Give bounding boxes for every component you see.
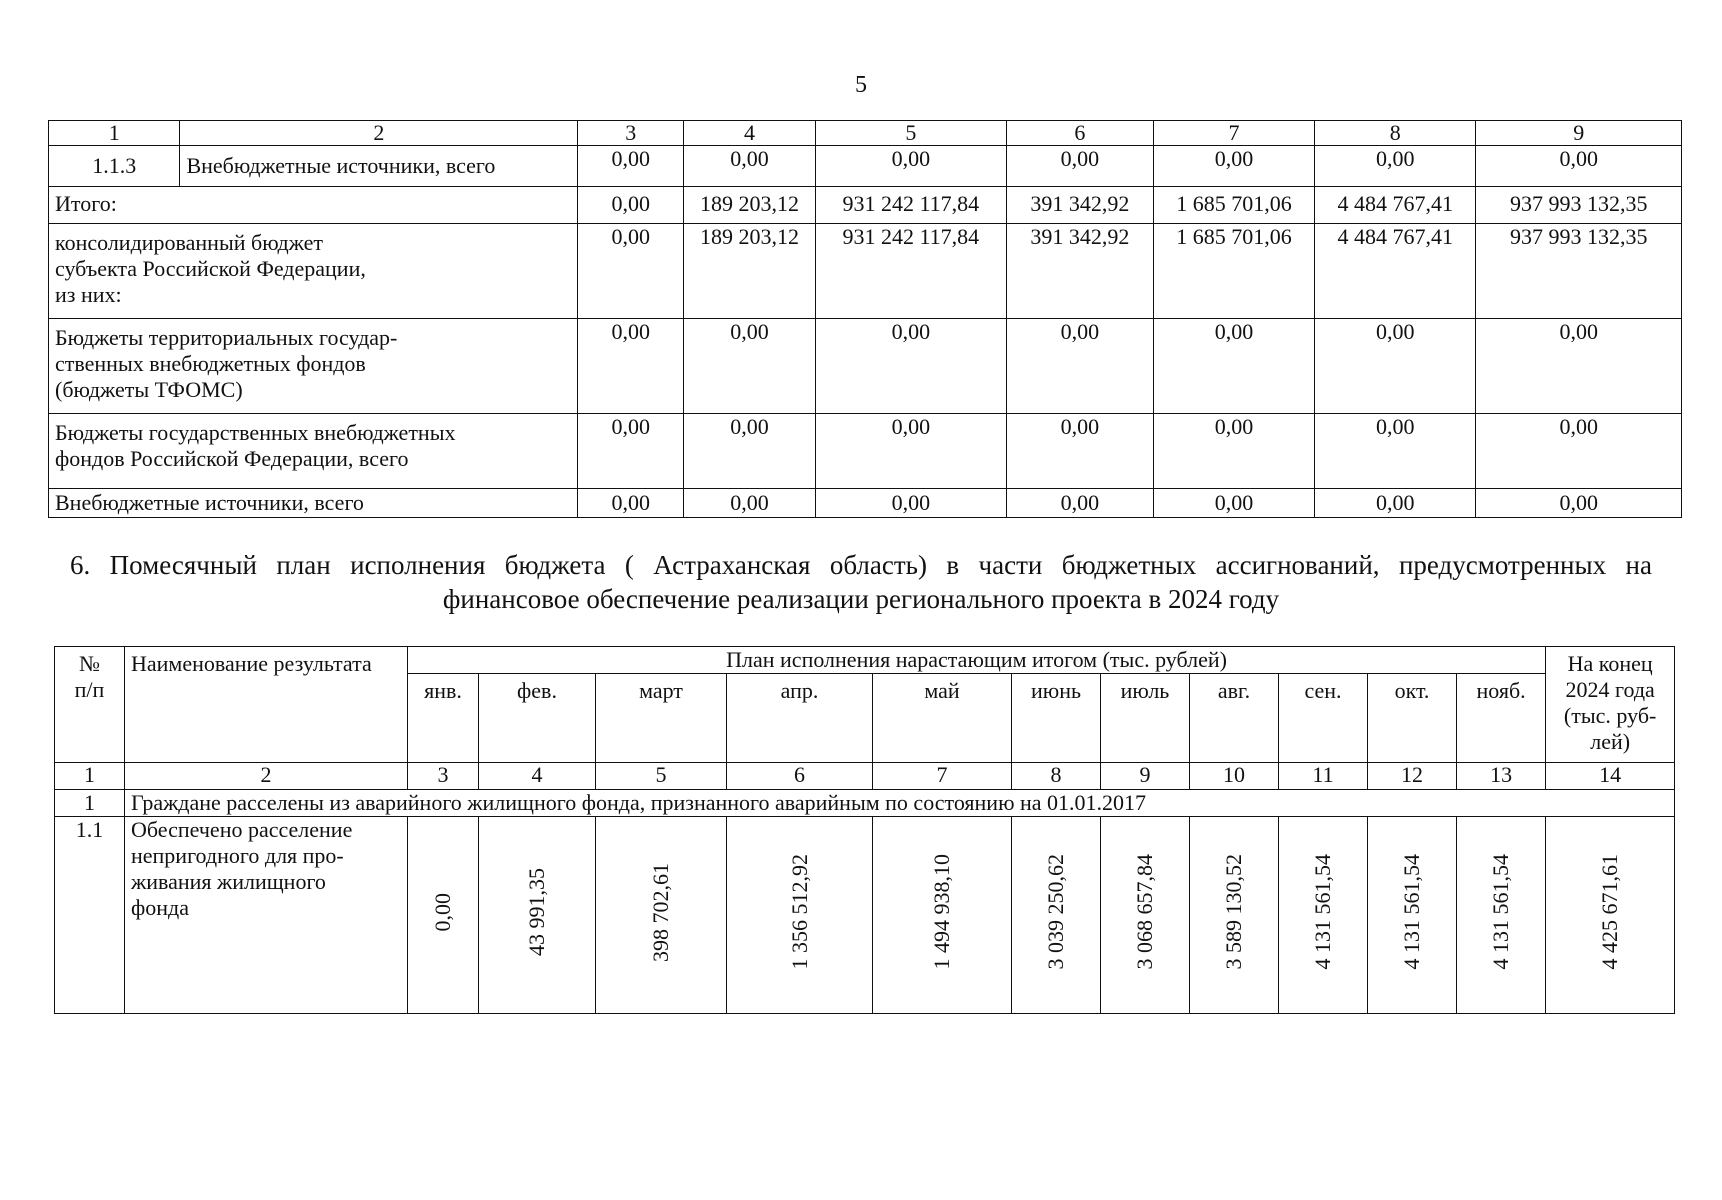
value-cell: 189 203,12 bbox=[684, 187, 815, 224]
row-name-line: Бюджеты территориальных государ- bbox=[55, 325, 398, 350]
section-title-line: 6. Помесячный план исполнения бюджета ( Астраханская область) в части бюджетных ассигнований, предусмотренных на bbox=[70, 550, 1652, 580]
month-header: янв. bbox=[408, 674, 479, 763]
header-cell: 6 bbox=[1006, 121, 1153, 146]
table-header-row bbox=[49, 121, 1682, 146]
group-no: 1 bbox=[55, 790, 125, 817]
value-cell: 0,00 bbox=[1006, 489, 1153, 518]
month-value: 3 068 657,84 bbox=[1132, 854, 1157, 970]
month-value: 0,00 bbox=[430, 892, 455, 932]
row-name-line: фонда bbox=[131, 895, 189, 920]
value-cell: 0,00 bbox=[1006, 414, 1153, 489]
header-cell: 8 bbox=[1315, 121, 1476, 146]
value-cell: 0,00 bbox=[815, 319, 1006, 414]
value-cell: 0,00 bbox=[1315, 146, 1476, 187]
row-name bbox=[49, 414, 578, 489]
table-row bbox=[49, 414, 1682, 489]
month-value-cell bbox=[1190, 817, 1279, 1014]
value-cell: 0,00 bbox=[1153, 414, 1314, 489]
row-name-line: Обеспечено расселение bbox=[131, 817, 353, 842]
row-name-line: фондов Российской Федерации, всего bbox=[55, 446, 409, 471]
header-cell: 2 bbox=[180, 121, 578, 146]
header-no bbox=[55, 647, 125, 763]
month-header: нояб. bbox=[1457, 674, 1546, 763]
month-value: 398 702,61 bbox=[648, 862, 673, 962]
value-cell: 0,00 bbox=[1476, 489, 1682, 518]
value-cell: 4 484 767,41 bbox=[1315, 224, 1476, 319]
month-value-cell bbox=[596, 817, 727, 1014]
month-value-cell bbox=[1101, 817, 1190, 1014]
value-cell: 931 242 117,84 bbox=[815, 224, 1006, 319]
month-value-cell bbox=[1457, 817, 1546, 1014]
month-value: 3 039 250,62 bbox=[1043, 854, 1068, 970]
row-result-name bbox=[125, 817, 408, 1014]
row-name-line: консолидированный бюджет bbox=[55, 230, 323, 255]
group-row bbox=[55, 790, 1675, 817]
value-cell: 0,00 bbox=[578, 146, 684, 187]
monthly-plan-table bbox=[54, 646, 1675, 1014]
value-cell: 937 993 132,35 bbox=[1476, 224, 1682, 319]
month-header: май bbox=[873, 674, 1012, 763]
month-value: 3 589 130,52 bbox=[1221, 854, 1246, 970]
row-name: Внебюджетные источники, всего bbox=[49, 489, 578, 518]
month-value: 4 131 561,54 bbox=[1399, 854, 1424, 970]
value-cell: 0,00 bbox=[1315, 319, 1476, 414]
index-cell: 13 bbox=[1457, 763, 1546, 790]
index-cell: 6 bbox=[727, 763, 873, 790]
value-cell: 4 484 767,41 bbox=[1315, 187, 1476, 224]
table-row bbox=[55, 817, 1675, 1014]
value-cell: 1 685 701,06 bbox=[1153, 187, 1314, 224]
page-number: 5 bbox=[855, 72, 867, 98]
month-value: 4 131 561,54 bbox=[1310, 854, 1335, 970]
value-cell: 0,00 bbox=[578, 319, 684, 414]
header-cell: 9 bbox=[1476, 121, 1682, 146]
header-result-name: Наименование результата bbox=[125, 647, 408, 763]
header-cell: 1 bbox=[49, 121, 180, 146]
value-cell: 0,00 bbox=[684, 414, 815, 489]
month-value-cell bbox=[727, 817, 873, 1014]
month-value-cell bbox=[873, 817, 1012, 1014]
value-cell: 0,00 bbox=[684, 146, 815, 187]
month-value: 1 494 938,10 bbox=[929, 854, 954, 970]
table-row bbox=[49, 319, 1682, 414]
table-header-row bbox=[55, 647, 1675, 674]
month-value-cell bbox=[408, 817, 479, 1014]
value-cell: 0,00 bbox=[1153, 146, 1314, 187]
row-name-line: непригодного для про- bbox=[131, 843, 344, 868]
value-cell: 937 993 132,35 bbox=[1476, 187, 1682, 224]
value-cell: 391 342,92 bbox=[1006, 224, 1153, 319]
table-row bbox=[49, 489, 1682, 518]
month-header: апр. bbox=[727, 674, 873, 763]
value-cell: 0,00 bbox=[578, 224, 684, 319]
month-header: март bbox=[596, 674, 727, 763]
month-value: 43 991,35 bbox=[524, 868, 549, 956]
month-header: окт. bbox=[1368, 674, 1457, 763]
index-cell: 9 bbox=[1101, 763, 1190, 790]
value-cell: 0,00 bbox=[1315, 414, 1476, 489]
header-end-line: 2024 года bbox=[1565, 677, 1655, 702]
month-value: 4 131 561,54 bbox=[1488, 854, 1514, 970]
month-header: сен. bbox=[1279, 674, 1368, 763]
value-cell: 931 242 117,84 bbox=[815, 187, 1006, 224]
value-cell: 0,00 bbox=[1153, 489, 1314, 518]
row-name-line: Бюджеты государственных внебюджетных bbox=[55, 420, 456, 445]
value-cell: 0,00 bbox=[1476, 319, 1682, 414]
header-cell: 3 bbox=[578, 121, 684, 146]
header-cell: 7 bbox=[1153, 121, 1314, 146]
index-cell: 5 bbox=[596, 763, 727, 790]
month-header: июнь bbox=[1012, 674, 1101, 763]
index-cell: 11 bbox=[1279, 763, 1368, 790]
index-cell: 14 bbox=[1546, 763, 1675, 790]
header-end-line: лей) bbox=[1590, 729, 1631, 754]
section-title-line: финансовое обеспечение реализации регионального проекта в 2024 году bbox=[442, 584, 1280, 614]
value-cell: 189 203,12 bbox=[684, 224, 815, 319]
month-header: июль bbox=[1101, 674, 1190, 763]
budget-summary-table bbox=[48, 120, 1682, 518]
value-cell: 0,00 bbox=[815, 414, 1006, 489]
header-no-line: № bbox=[79, 651, 100, 676]
group-name: Граждане расселены из аварийного жилищного фонда, признанного аварийным по состоянию на 01.01.2017 bbox=[125, 790, 1675, 817]
value-cell: 0,00 bbox=[1153, 319, 1314, 414]
index-cell: 4 bbox=[479, 763, 596, 790]
value-cell: 0,00 bbox=[1006, 319, 1153, 414]
month-value: 1 356 512,92 bbox=[786, 854, 812, 970]
header-cell: 4 bbox=[684, 121, 815, 146]
index-cell: 3 bbox=[408, 763, 479, 790]
table-row bbox=[49, 224, 1682, 319]
month-header: фев. bbox=[479, 674, 596, 763]
month-value-cell bbox=[1279, 817, 1368, 1014]
end-value-cell bbox=[1546, 817, 1675, 1014]
row-name: Внебюджетные источники, всего bbox=[180, 146, 578, 187]
value-cell: 0,00 bbox=[815, 489, 1006, 518]
value-cell: 0,00 bbox=[1006, 146, 1153, 187]
index-cell: 2 bbox=[125, 763, 408, 790]
value-cell: 0,00 bbox=[578, 414, 684, 489]
value-cell: 391 342,92 bbox=[1006, 187, 1153, 224]
index-cell: 7 bbox=[873, 763, 1012, 790]
month-value-cell bbox=[479, 817, 596, 1014]
index-cell: 8 bbox=[1012, 763, 1101, 790]
value-cell: 0,00 bbox=[578, 187, 684, 224]
header-end-of-year bbox=[1546, 647, 1675, 763]
header-no-line: п/п bbox=[74, 677, 105, 702]
header-plan: План исполнения нарастающим итогом (тыс. рублей) bbox=[408, 647, 1546, 674]
month-value-cell bbox=[1368, 817, 1457, 1014]
header-end-line: На конец bbox=[1567, 651, 1653, 676]
end-value: 4 425 671,61 bbox=[1597, 854, 1623, 970]
row-name bbox=[49, 224, 578, 319]
index-cell: 1 bbox=[55, 763, 125, 790]
index-cell: 10 bbox=[1190, 763, 1279, 790]
month-header: авг. bbox=[1190, 674, 1279, 763]
value-cell: 0,00 bbox=[1476, 146, 1682, 187]
header-cell: 5 bbox=[815, 121, 1006, 146]
row-no: 1.1 bbox=[55, 817, 125, 1014]
month-value-cell bbox=[1012, 817, 1101, 1014]
value-cell: 0,00 bbox=[1476, 414, 1682, 489]
table-row-total bbox=[49, 187, 1682, 224]
row-name-line: из них: bbox=[55, 282, 122, 307]
value-cell: 0,00 bbox=[815, 146, 1006, 187]
value-cell: 0,00 bbox=[684, 319, 815, 414]
value-cell: 1 685 701,06 bbox=[1153, 224, 1314, 319]
row-name bbox=[49, 319, 578, 414]
value-cell: 0,00 bbox=[578, 489, 684, 518]
row-name-line: живания жилищного bbox=[131, 869, 326, 894]
table-row bbox=[49, 146, 1682, 187]
index-cell: 12 bbox=[1368, 763, 1457, 790]
row-name-line: ственных внебюджетных фондов bbox=[55, 351, 366, 376]
row-code: 1.1.3 bbox=[49, 146, 180, 187]
row-name-line: субъекта Российской Федерации, bbox=[55, 256, 366, 281]
value-cell: 0,00 bbox=[684, 489, 815, 518]
section-title bbox=[70, 548, 1652, 616]
header-end-line: (тыс. руб- bbox=[1563, 703, 1657, 728]
row-name-line: (бюджеты ТФОМС) bbox=[55, 377, 243, 402]
row-name: Итого: bbox=[49, 187, 578, 224]
column-index-row bbox=[55, 763, 1675, 790]
value-cell: 0,00 bbox=[1315, 489, 1476, 518]
